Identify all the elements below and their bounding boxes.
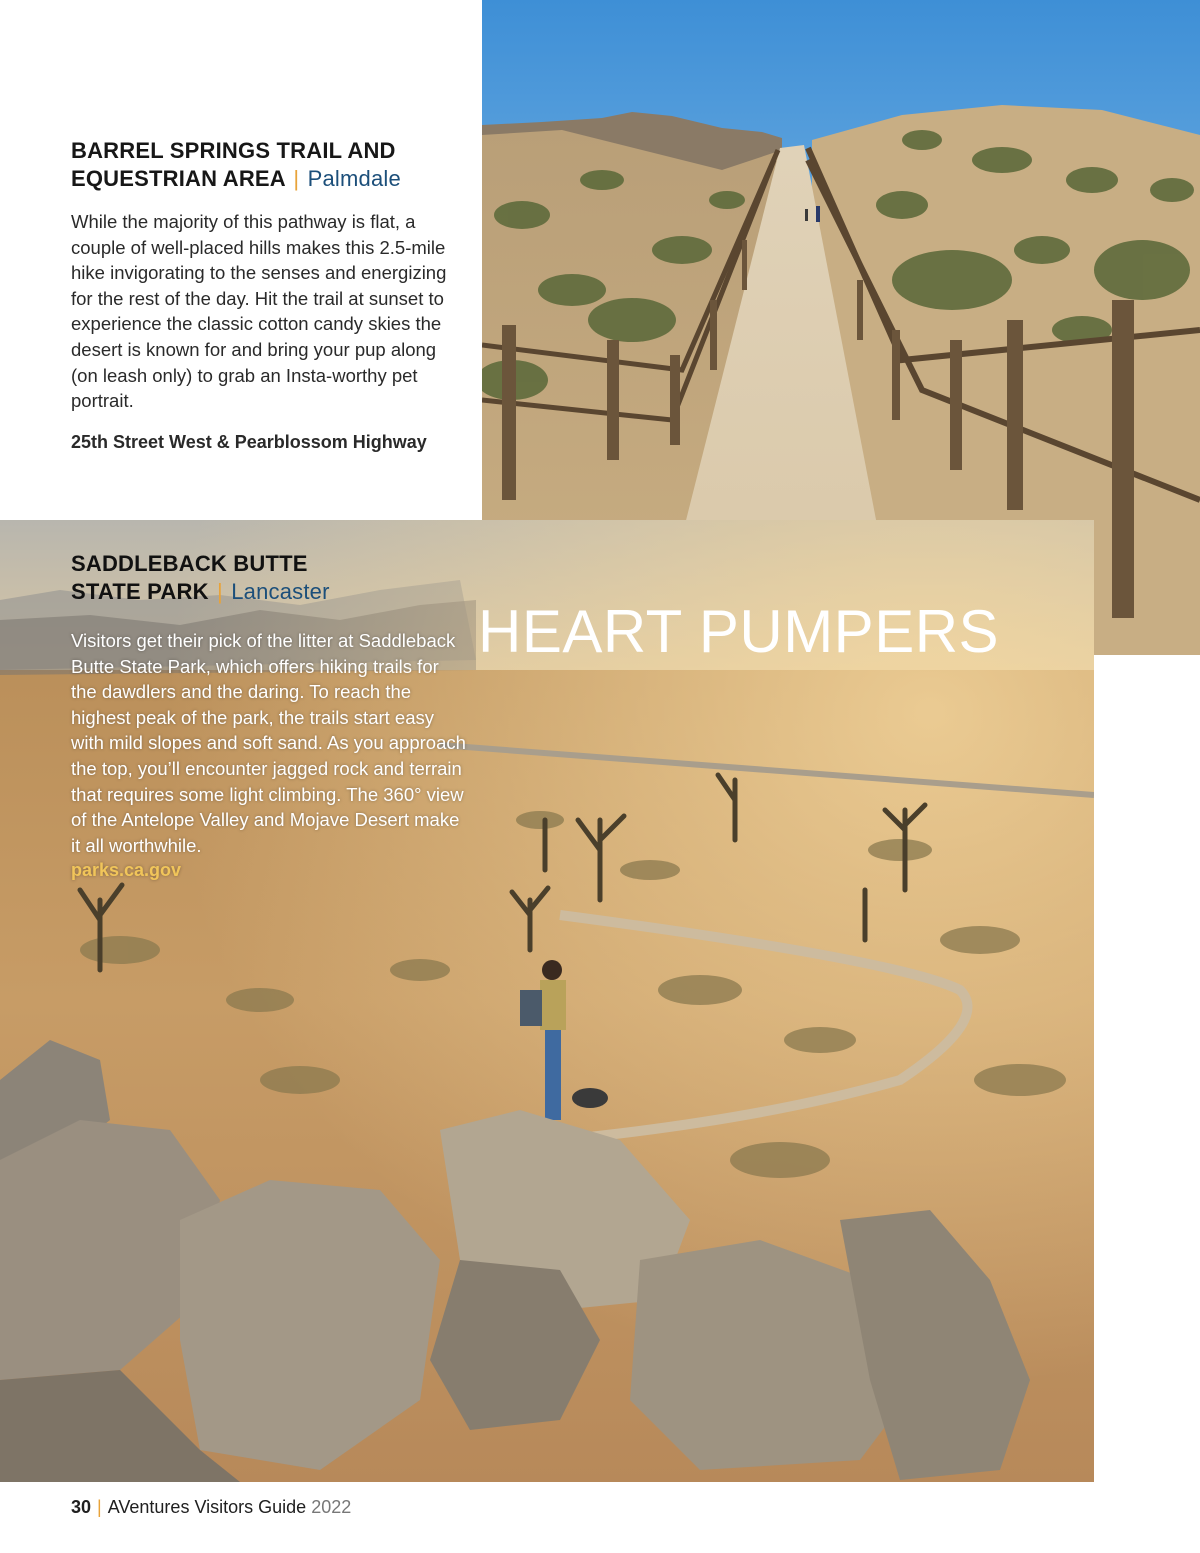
barrel-springs-city: Palmdale (307, 166, 401, 191)
saddleback-title-line2: STATE PARK (71, 579, 209, 604)
barrel-springs-body: While the majority of this pathway is flat, a couple of well-placed hills makes this 2.5-mile hike invigorating to the senses and energizing for the rest of the day. Hit the trail at sunset to experience the classic cotton candy skies the desert is known for and bring your pup along (on leash only) to grab an Insta-worthy pet portrait. (71, 211, 447, 412)
barrel-springs-heading (71, 137, 466, 193)
section-saddleback-butte (71, 550, 466, 883)
parks-link[interactable]: parks.ca.gov (71, 860, 182, 881)
page-number: 30 (71, 1497, 92, 1517)
title-separator: | (293, 166, 300, 191)
footer-separator: | (97, 1497, 102, 1517)
publication-name: AVentures Visitors Guide (107, 1497, 307, 1517)
section-barrel-springs (71, 137, 466, 455)
title-separator: | (216, 579, 223, 604)
saddleback-heading (71, 550, 466, 606)
page-footer (71, 1494, 351, 1520)
saddleback-title-line1: SADDLEBACK BUTTE (71, 551, 308, 576)
saddleback-city: Lancaster (231, 579, 330, 604)
barrel-springs-title-line1: BARREL SPRINGS TRAIL AND (71, 138, 396, 163)
page-title: HEART PUMPERS (478, 598, 1000, 665)
publication-year: 2022 (311, 1497, 352, 1517)
barrel-springs-title-line2: EQUESTRIAN AREA (71, 166, 286, 191)
saddleback-body: Visitors get their pick of the litter at Saddleback Butte State Park, which offers hiking trails for the dawdlers and the daring. To reach the highest peak of the park, the trails start easy with mild slopes and soft sand. As you approach the top, you’ll encounter jagged rock and terrain that requires some light climbing. The 360° view of the Antelope Valley and Mojave Desert make it all worthwhile. (71, 630, 466, 856)
barrel-springs-address: 25th Street West & Pearblossom Highway (71, 431, 427, 452)
